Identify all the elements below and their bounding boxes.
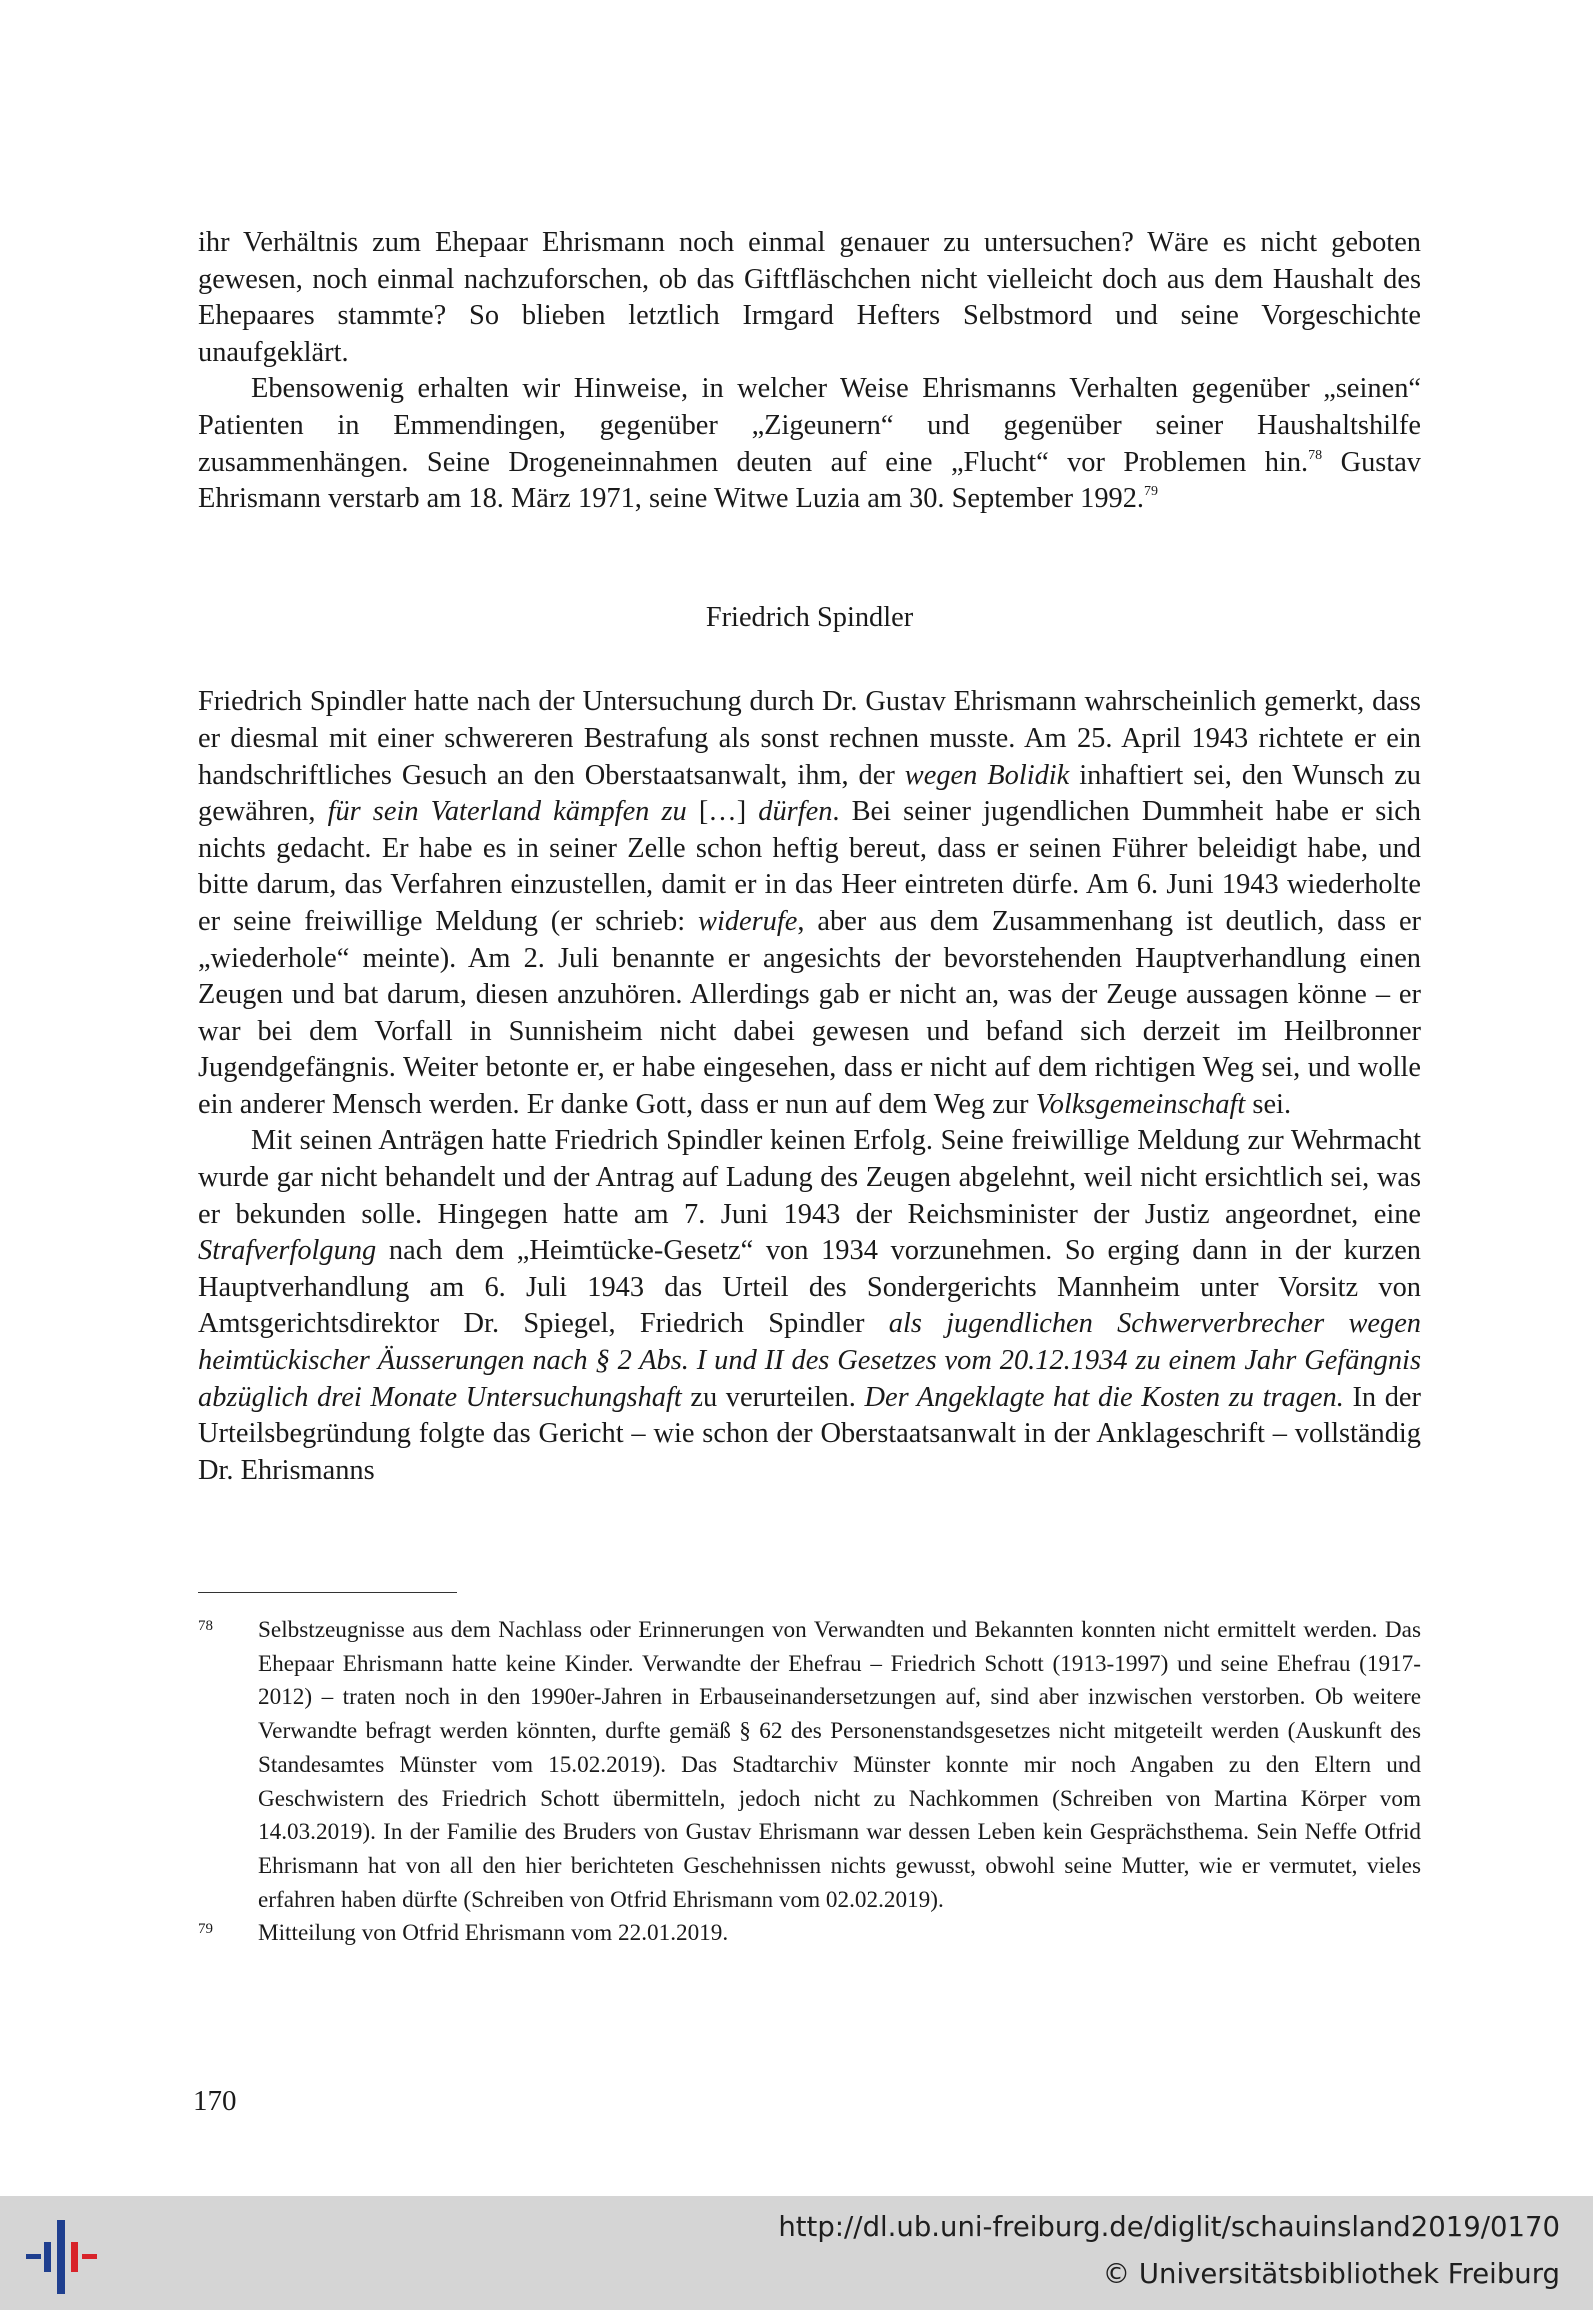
ub-freiburg-logo-icon[interactable] bbox=[24, 2212, 100, 2294]
text-run: In der Urteilsbegründung folgte das Gericht – wie schon der Oberstaatsanwalt in der Anklageschrift – vollständig Dr. Ehrismanns bbox=[198, 1381, 1421, 1486]
text-run: inhaftiert sei, den Wunsch zu gewähren, bbox=[198, 759, 1421, 828]
text-run: sei. bbox=[1245, 1088, 1292, 1120]
footnote-number: 79 bbox=[198, 1921, 213, 1938]
text-run: zu verurteilen. bbox=[681, 1381, 865, 1413]
footnote bbox=[198, 1614, 1421, 1917]
permalink[interactable]: http://dl.ub.uni-freiburg.de/diglit/schauinsland2019/0170 bbox=[778, 2211, 1560, 2243]
copyright-notice: © Universitätsbibliothek Freiburg bbox=[1102, 2258, 1560, 2290]
footnote-divider bbox=[198, 1592, 457, 1593]
italic-quote: dürfen bbox=[758, 796, 833, 828]
footnote-text: Mitteilung von Otfrid Ehrismann vom 22.01.2019. bbox=[258, 1920, 729, 1947]
text-run: […] bbox=[686, 796, 759, 828]
footnote bbox=[198, 1917, 1421, 1951]
text-run: Gustav Ehrismann verstarb am 18. März 1971, seine Witwe Luzia am 30. September 1992. bbox=[198, 446, 1421, 515]
italic-quote: widerufe bbox=[698, 905, 798, 937]
page-number: 170 bbox=[193, 2085, 237, 2117]
footnote-text: Selbstzeugnisse aus dem Nachlass oder Erinnerungen von Verwandten und Bekannten konnten nicht ermittelt werden. Das Ehepaar Ehrismann hatte keine Kinder. Verwandte der Ehefrau – Friedrich Schott (1913-1997) und seine Ehefrau (1917-2012) – traten noch in den 1990er-Jahren in Erbauseinandersetzungen auf, sind aber inzwischen verstorben. Ob weitere Verwandte befragt werden könnten, durfte gemäß § 62 des Personenstandsgesetzes nicht mitgeteilt werden (Auskunft des Standesamtes Münster vom 15.02.2019). Das Stadtarchiv Münster konnte mir noch Angaben zu den Eltern und Geschwistern des Friedrich Schott übermitteln, jedoch nicht zu Nachkommen (Schreiben von Martina Körper vom 14.03.2019). In der Familie des Bruders von Gustav Ehrismann war dessen Leben kein Gesprächsthema. Sein Neffe Otfrid Ehrismann hat von all den hier berichteten Geschehnissen nichts gewusst, obwohl seine Mutter, wie er vermutet, vieles erfahren haben dürfte (Schreiben von Otfrid Ehrismann vom 02.02.2019). bbox=[258, 1617, 1421, 1913]
paragraph: ihr Verhältnis zum Ehepaar Ehrismann noch einmal genauer zu untersuchen? Wäre es nicht geboten gewesen, noch einmal nachzuforschen, ob das Giftfläschchen nicht vielleicht doch aus dem Haushalt des Ehepaares stammte? So blieben letztlich Irmgard Hefters Selbstmord und seine Vorgeschichte unaufgeklärt. bbox=[198, 227, 1421, 368]
text-run: Mit seinen Anträgen hatte Friedrich Spindler keinen Erfolg. Seine freiwillige Meldung zur Wehrmacht wurde gar nicht behandelt und der Antrag auf Ladung des Zeugen abgelehnt, weil nicht ersichtlich sei, was er bekunden solle. Hingegen hatte am 7. Juni 1943 der Reichsminister der Justiz angeordnet, eine bbox=[198, 1125, 1421, 1230]
text-run: , aber aus dem Zusammenhang ist deutlich, dass er „wiederhole“ meinte). Am 2. Juli benannte er angesichts der bevorstehenden Hauptverhandlung einen Zeugen und bat darum, diesen anzuhören. Allerdings gab er nicht an, was der Zeuge aussagen könne – er war bei dem Vorfall in Sunnisheim nicht dabei gewesen und befand sich derzeit im Heilbronner Jugendgefängnis. Weiter betonte er, er habe eingesehen, dass er nicht auf dem richtigen Weg sei, und wolle ein anderer Mensch werden. Er danke Gott, dass er nun auf dem Weg zur bbox=[198, 905, 1421, 1120]
italic-quote: als jugendlichen Schwerverbrecher wegen heimtückischer Äusserungen nach § 2 Abs. I und II des Gesetzes vom 20.12.1934 zu einem Jahr Gefängnis abzüglich drei Monate Untersuchungshaft bbox=[198, 1308, 1421, 1413]
paragraph bbox=[198, 371, 1421, 517]
text-run: . Bei seiner jugendlichen Dummheit habe er sich nichts gedacht. Er habe es in seiner Zelle schon heftig bereut, dass er seinen Führer beleidigt habe, und bitte darum, das Verfahren einzustellen, damit er in das Heer eintreten dürfe. Am 6. Juni 1943 wiederholte er seine freiwillige Meldung (er schrieb: bbox=[198, 796, 1421, 937]
italic-quote: Volksgemeinschaft bbox=[1035, 1088, 1246, 1120]
paragraph bbox=[198, 1123, 1421, 1489]
footer-bar bbox=[0, 2196, 1593, 2310]
footnote-ref[interactable]: 79 bbox=[1144, 484, 1159, 500]
text-run: Ebensowenig erhalten wir Hinweise, in welcher Weise Ehrismanns Verhalten gegenüber „seinen“ Patienten in Emmendingen, gegenüber „Zigeunern“ und gegenüber seiner Haushaltshilfe zusammenhängen. Seine Drogeneinnahmen deuten auf eine „Flucht“ vor Problemen hin. bbox=[198, 373, 1421, 478]
footnote-ref[interactable]: 78 bbox=[1308, 447, 1323, 463]
main-text bbox=[198, 225, 1421, 1489]
text-run: Friedrich Spindler hatte nach der Untersuchung durch Dr. Gustav Ehrismann wahrscheinlich gemerkt, dass er diesmal mit einer schwereren Bestrafung als sonst rechnen musste. Am 25. April 1943 richtete er ein handschriftliches Gesuch an den Oberstaatsanwalt, ihm, der bbox=[198, 686, 1421, 791]
section-heading: Friedrich Spindler bbox=[705, 601, 914, 633]
italic-quote: Der Angeklagte hat die Kosten zu tragen. bbox=[864, 1381, 1344, 1413]
footnote-number: 78 bbox=[198, 1618, 213, 1634]
footnotes bbox=[198, 1614, 1421, 1951]
text-run: nach dem „Heimtücke-Gesetz“ von 1934 vorzunehmen. So erging dann in der kurzen Hauptverhandlung am 6. Juli 1943 das Urteil des Sondergerichts Mannheim unter Vorsitz von Amtsgerichtsdirektor Dr. Spiegel, Friedrich Spindler bbox=[198, 1235, 1421, 1340]
paragraph bbox=[198, 684, 1421, 1123]
italic-quote: Strafverfolgung bbox=[198, 1235, 377, 1267]
italic-quote: für sein Vaterland kämpfen zu bbox=[327, 796, 687, 828]
italic-quote: wegen Bolidik bbox=[904, 759, 1070, 791]
